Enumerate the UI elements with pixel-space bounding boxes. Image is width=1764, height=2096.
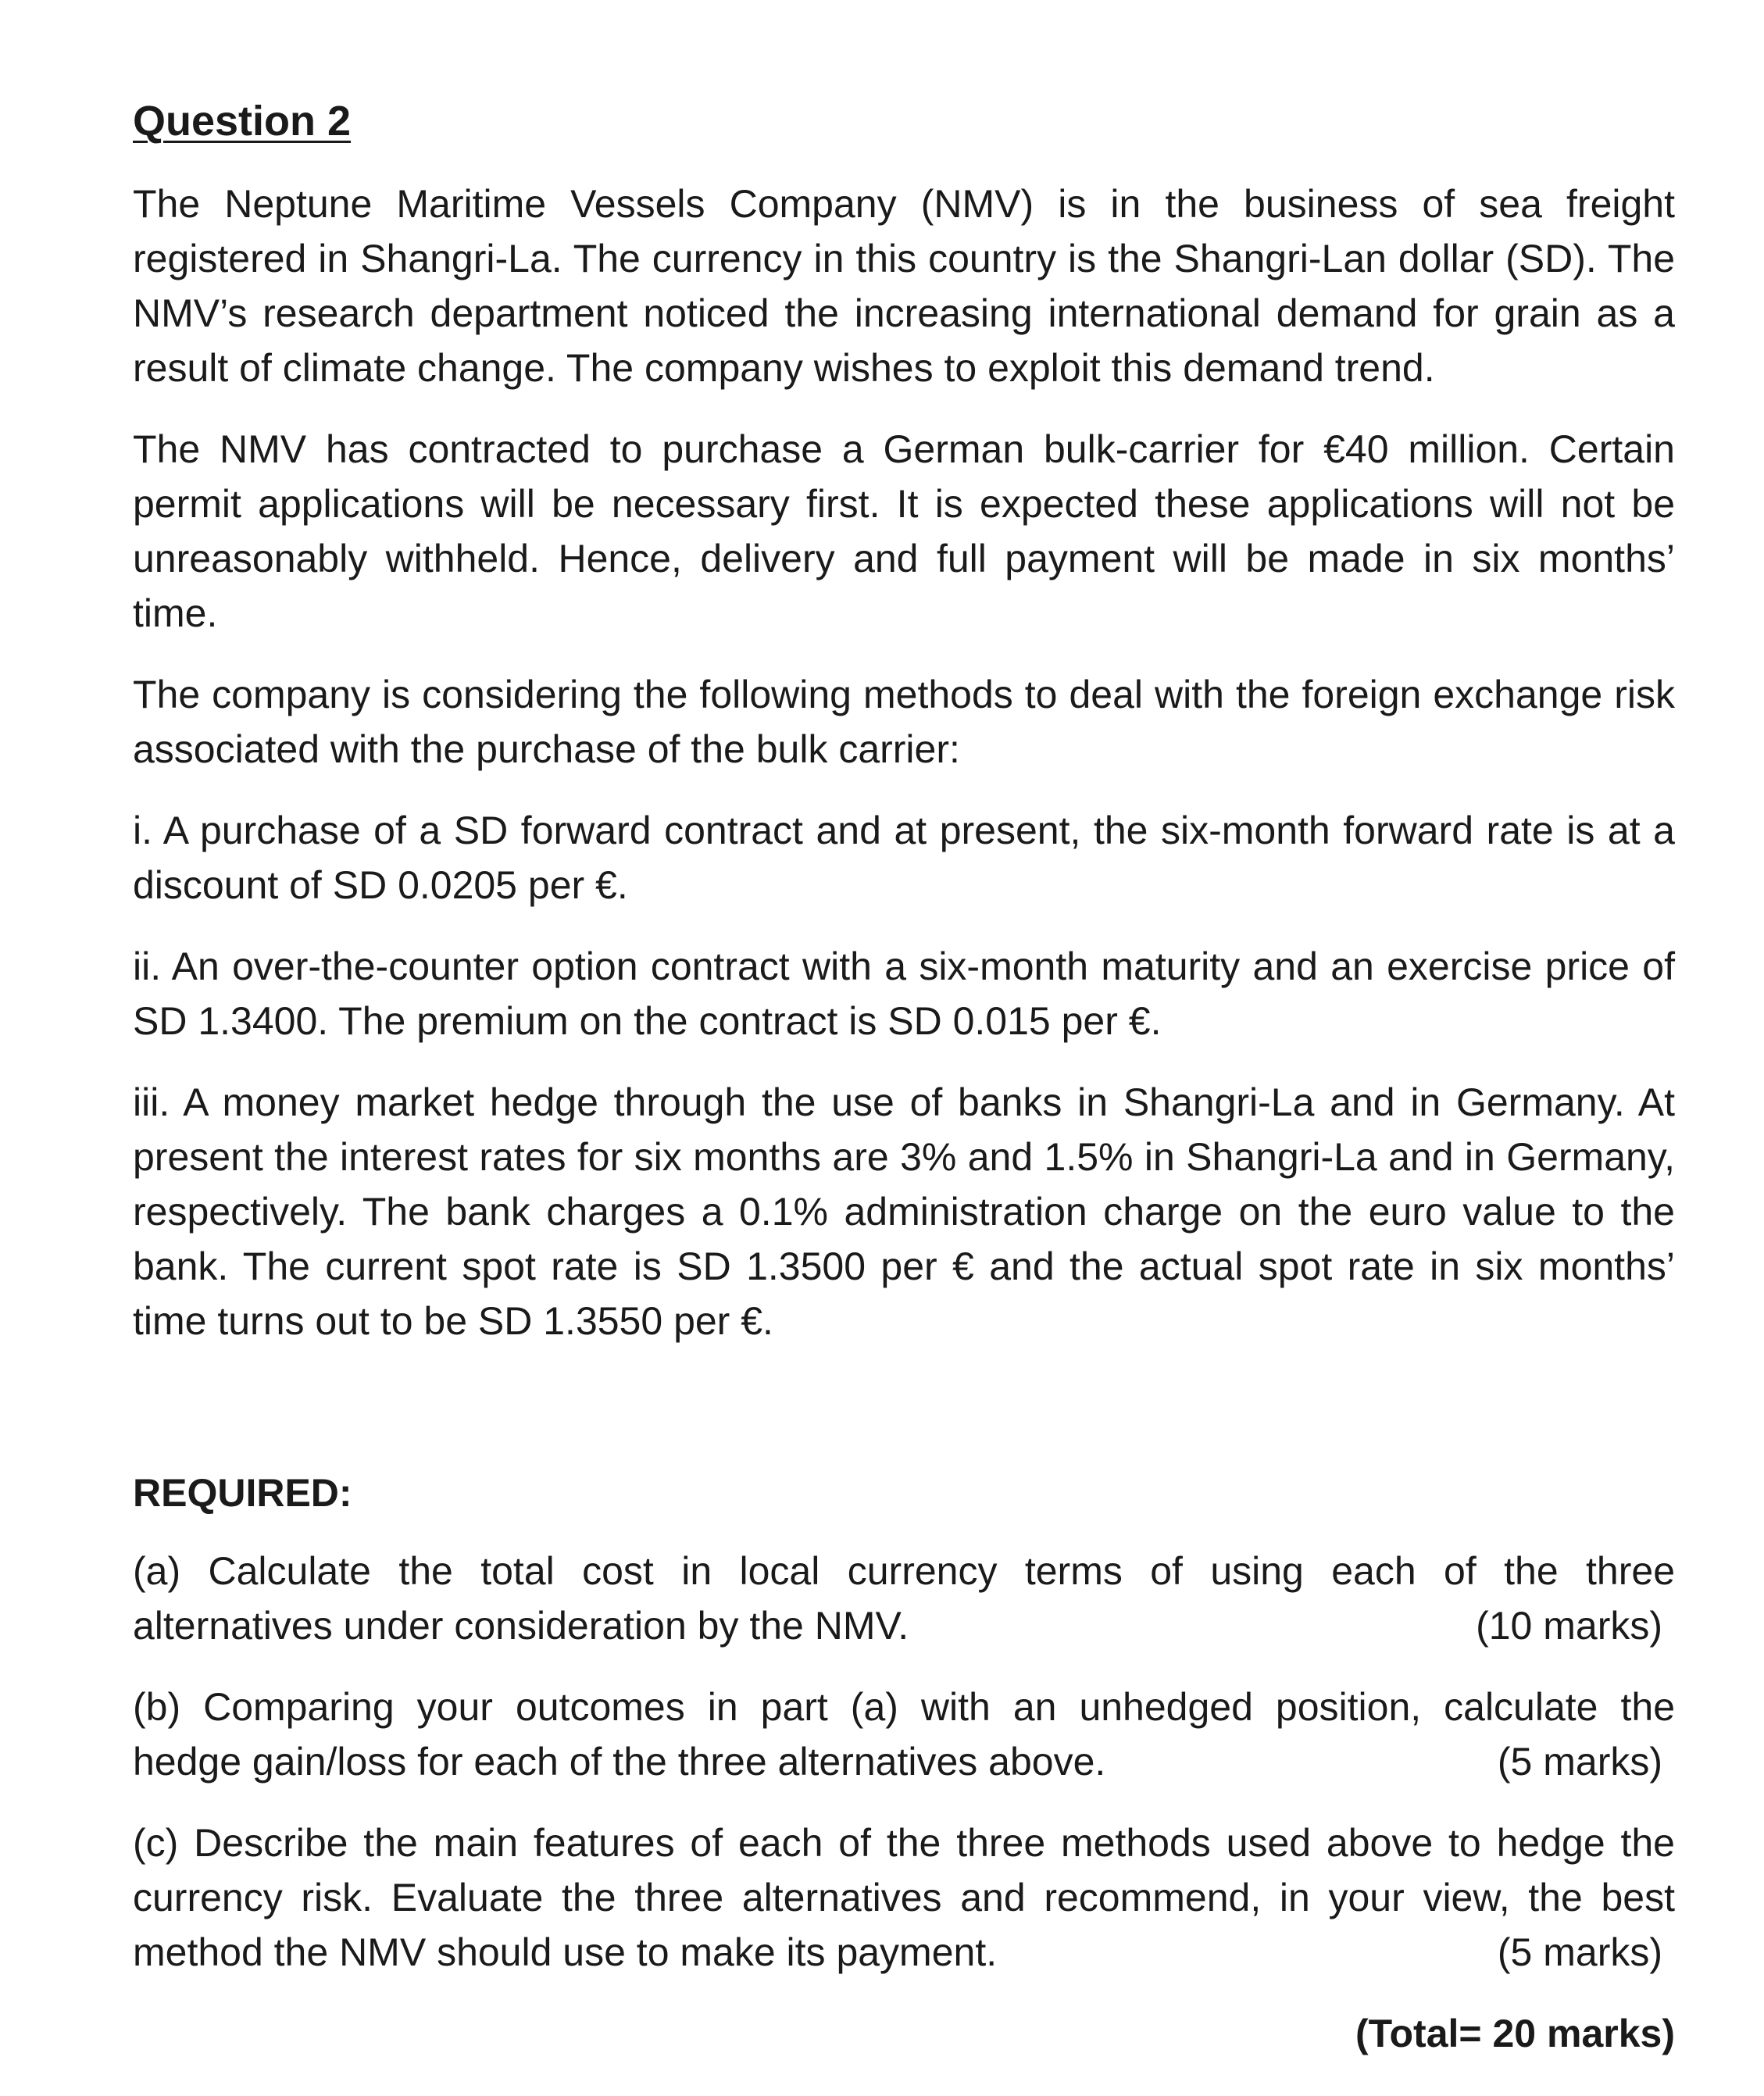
method-money-market-hedge: iii. A money market hedge through the use of banks in Shangri-La and in Germany. At present the interest rates for six months are 3% and 1.5% in Shangri-La and in Germany, respectively. The bank charges a 0.1% administration charge on the euro value to the bank. The current spot rate is SD 1.3500 per € and the actual spot rate in six months’ time turns out to be SD 1.3550 per €. [133,1080,1675,1343]
required-heading: REQUIRED: [133,1471,352,1515]
part-b-marks: (5 marks) [1497,1740,1662,1784]
required-part-b [133,1680,1675,1789]
required-part-c [133,1816,1675,1980]
part-a-marks: (10 marks) [1476,1604,1662,1648]
method-option-contract: ii. An over-the-counter option contract with a six-month maturity and an exercise price of SD 1.3400. The premium on the contract is SD 0.015 per €. [133,944,1675,1043]
part-a-text: (a) Calculate the total cost in local currency terms of using each of the three [133,1549,1675,1593]
part-b-text: (b) Comparing your outcomes in part (a) with an unhedged position, calculate the [133,1685,1675,1729]
part-c-text-end: method the NMV should use to make its payment. [133,1930,998,1974]
methods-intro-paragraph: The company is considering the following methods to deal with the foreign exchange risk associated with the purchase of the bulk carrier: [133,673,1675,771]
method-forward-contract: i. A purchase of a SD forward contract and at present, the six-month forward rate is at a discount of SD 0.0205 per €. [133,809,1675,907]
intro-paragraph: The Neptune Maritime Vessels Company (NMV) is in the business of sea freight registered in Shangri-La. The currency in this country is the Shangri-Lan dollar (SD). The NMV’s research department noticed the increasing international demand for grain as a result of climate change. The company wishes to exploit this demand trend. [133,182,1675,390]
question-title: Question 2 [133,98,352,145]
part-a-text-end: alternatives under consideration by the NMV. [133,1604,909,1648]
part-b-text-end: hedge gain/loss for each of the three alternatives above. [133,1740,1106,1784]
part-c-marks: (5 marks) [1497,1930,1662,1974]
required-part-a [133,1544,1675,1653]
part-c-text: (c) Describe the main features of each of the three methods used above to hedge the currency risk. Evaluate the three alternatives and recommend, in your view, the best [133,1821,1675,1919]
total-marks: (Total= 20 marks) [1355,2012,1675,2055]
contract-paragraph: The NMV has contracted to purchase a German bulk-carrier for €40 million. Certain permit applications will be necessary first. It is expected these applications will not be unreasonably withheld. Hence, delivery and full payment will be made in six months’ time. [133,427,1675,635]
question-page [133,100,1675,2061]
